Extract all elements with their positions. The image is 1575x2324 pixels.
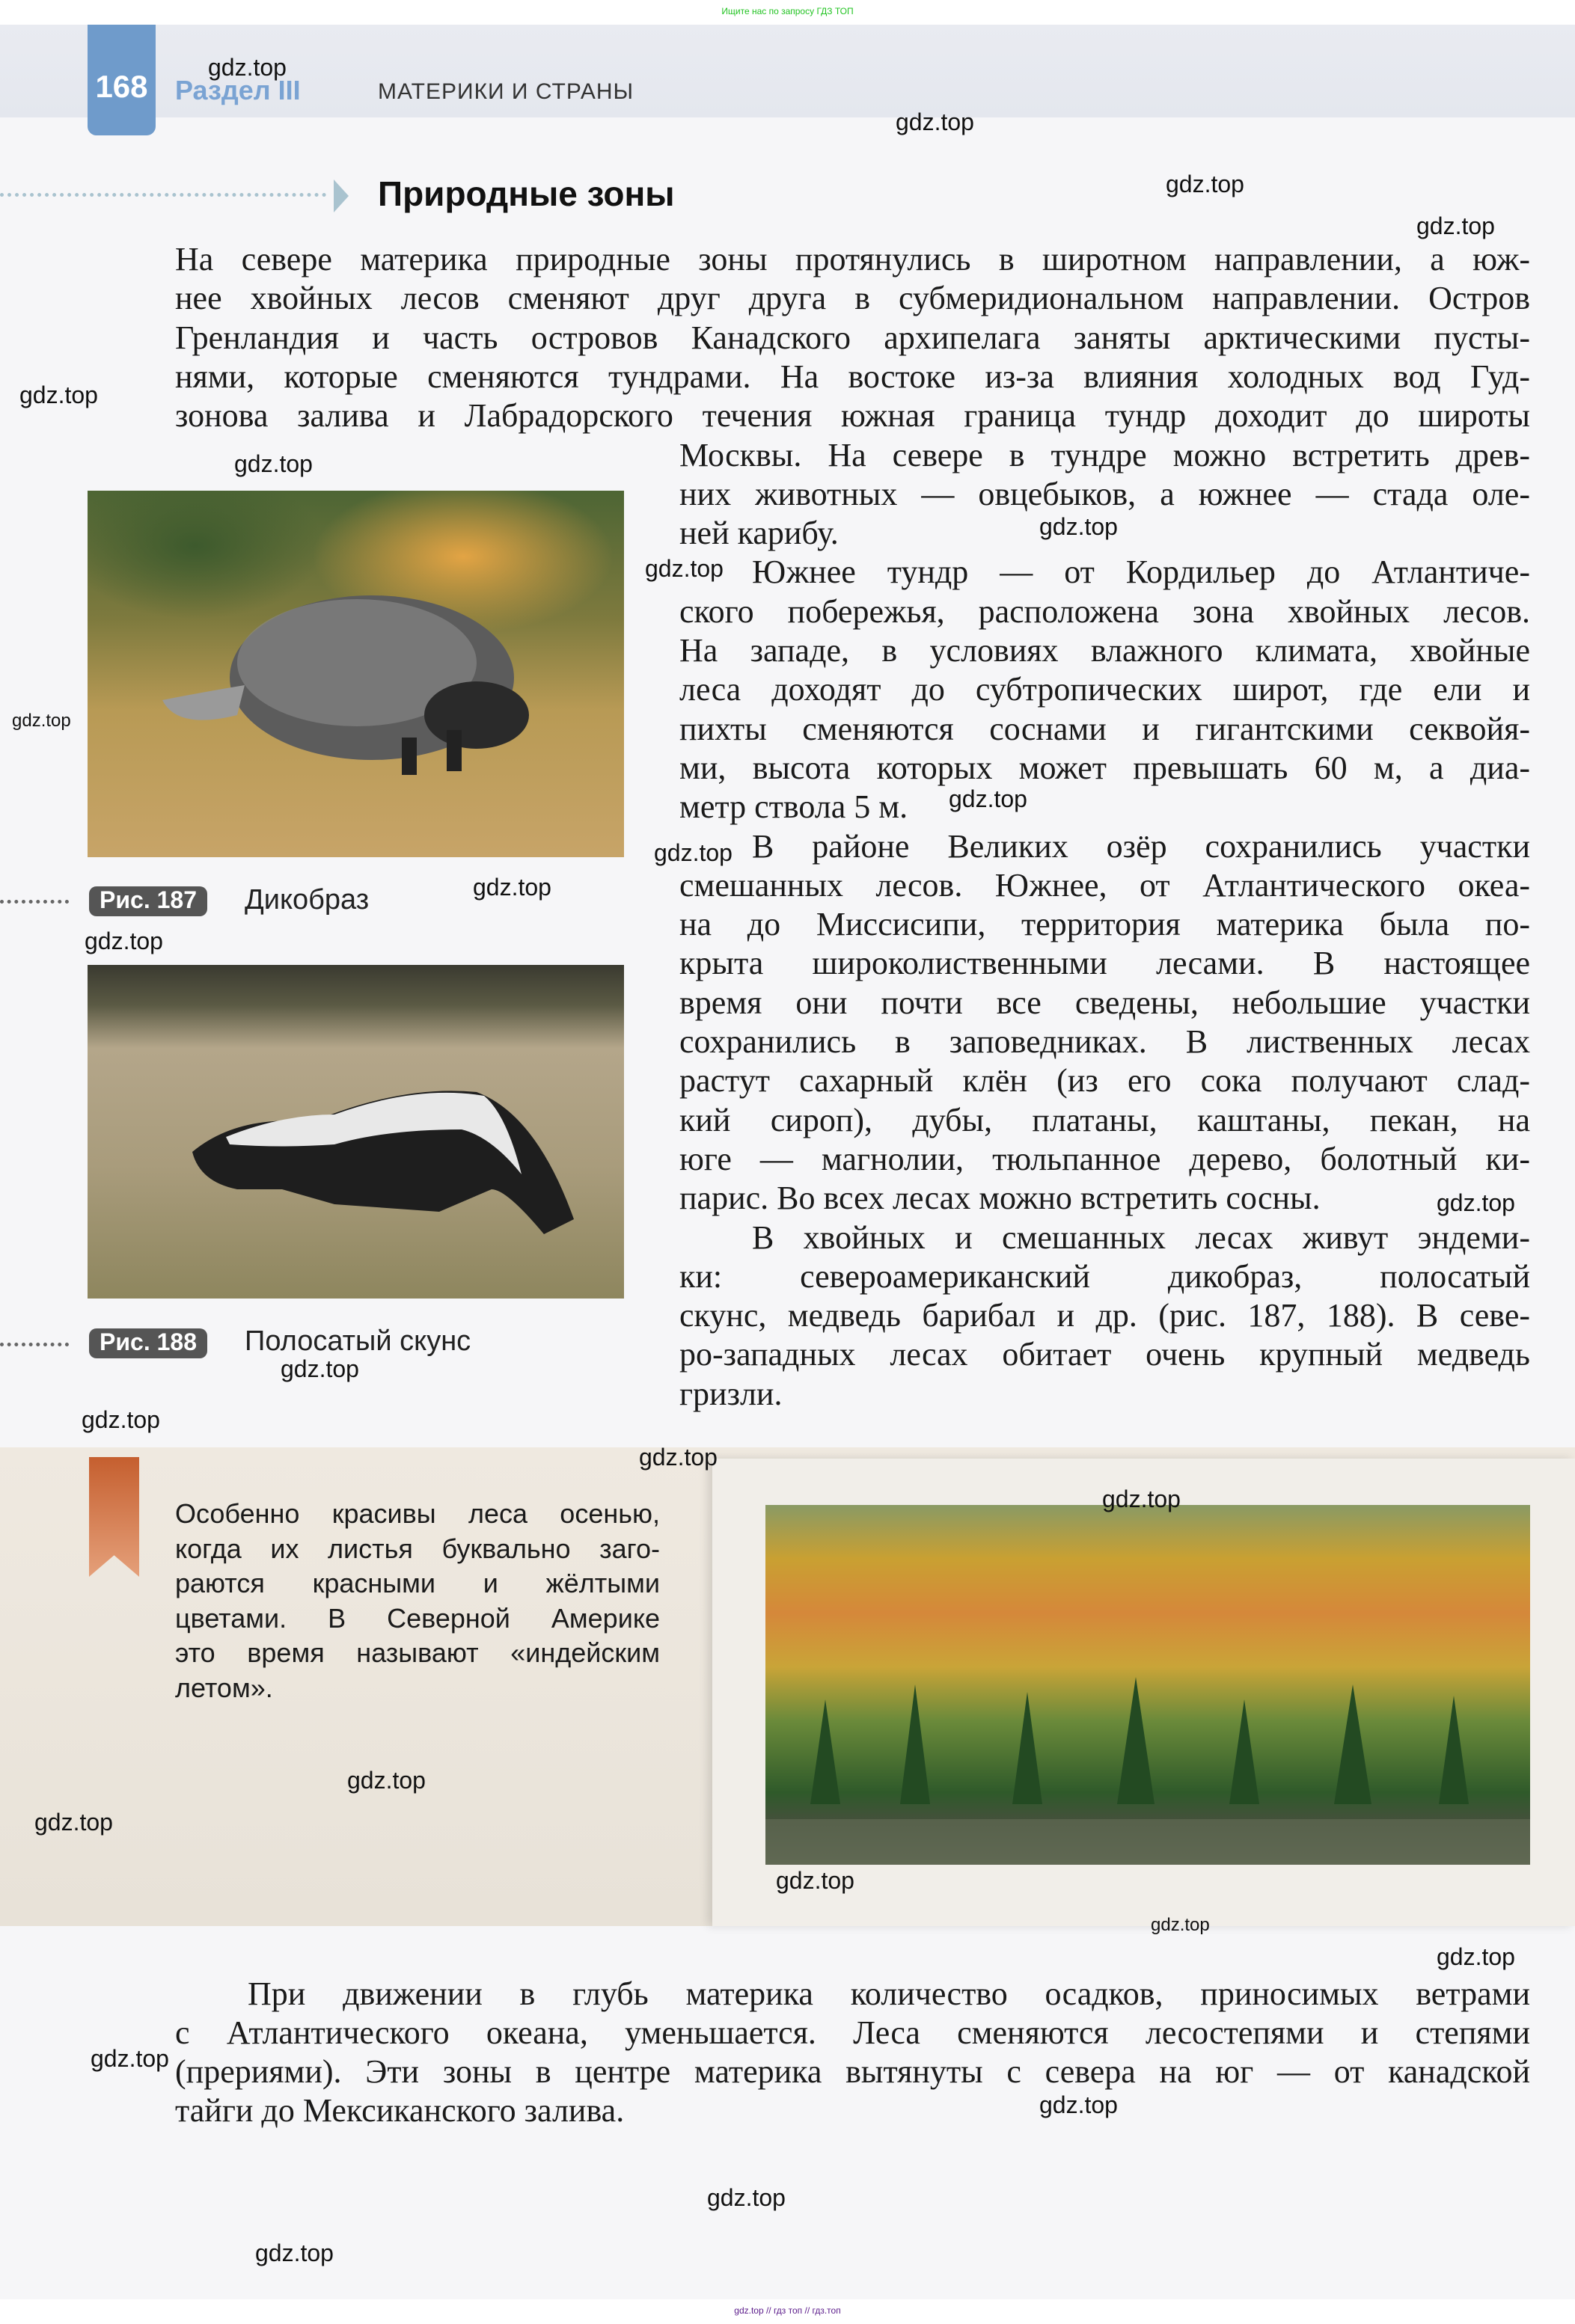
caption-dots xyxy=(0,1343,69,1346)
text-line: них животных — овцебыков, а южнее — стада оле- xyxy=(679,475,1530,512)
watermark: gdz.top xyxy=(639,1444,718,1471)
text-line: кий сироп), дубы, платаны, каштаны, пекан, на xyxy=(679,1101,1530,1138)
text-line: Гренландия и часть островов Канадского архипелага заняты арктическими пусты- xyxy=(175,319,1530,356)
watermark: gdz.top xyxy=(91,2045,169,2072)
text-line: сохранились в заповедниках. В лиственных лесах xyxy=(679,1023,1530,1060)
text-line: ро-западных лесах обитает очень крупный медведь xyxy=(679,1336,1530,1373)
watermark: gdz.top xyxy=(255,2239,334,2266)
porcupine-illustration xyxy=(88,491,624,857)
text-line: гризли. xyxy=(679,1375,783,1412)
watermark: gdz.top xyxy=(1166,171,1244,197)
sidebar-line: когда их листья буквально заго- xyxy=(175,1533,660,1564)
text-line: (прериями). Эти зоны в центре материка вытянуты с севера на юг — от канадской xyxy=(175,2053,1530,2090)
top-banner-text: Ищите нас по запросу ГДЗ ТОП xyxy=(721,6,854,16)
text-line: ми, высота которых может превышать 60 м, а диа- xyxy=(679,749,1530,786)
text-line: Москвы. На севере в тундре можно встретить древ- xyxy=(679,436,1530,473)
watermark: gdz.top xyxy=(19,381,98,408)
autumn-forest-photo xyxy=(765,1505,1530,1865)
watermark: gdz.top xyxy=(85,928,163,954)
chapter-title: МАТЕРИКИ И СТРАНЫ xyxy=(378,79,634,104)
watermark: gdz.top xyxy=(12,711,71,731)
text-line: На западе, в условиях влажного климата, хвойные xyxy=(679,632,1530,669)
text-line: леса доходят до субтропических широт, где ели и xyxy=(679,671,1530,708)
text-line: метр ствола 5 м. xyxy=(679,788,908,826)
text-line: ней карибу. xyxy=(679,515,839,552)
text-line: время они почти все сведены, небольшие участки xyxy=(679,984,1530,1021)
watermark: gdz.top xyxy=(1437,1943,1515,1970)
sidebar-line: цветами. В Северной Америке xyxy=(175,1602,660,1634)
text-line: нее хвойных лесов сменяют друг друга в субмеридиональном направлении. Остров xyxy=(175,280,1530,317)
porcupine-photo xyxy=(88,491,624,857)
text-line: на до Миссисипи, территория материка была по- xyxy=(679,906,1530,943)
watermark: gdz.top xyxy=(1039,2091,1118,2118)
figure-187-badge: Рис. 187 xyxy=(89,886,207,916)
sidebar-line: летом». xyxy=(175,1672,273,1703)
text-line: тайги до Мексиканского залива. xyxy=(175,2092,625,2129)
text-line: В хвойных и смешанных лесах живут эндеми- xyxy=(752,1218,1530,1256)
text-line: ского побережья, расположена зона хвойных лесов. xyxy=(679,592,1530,630)
skunk-illustration xyxy=(88,965,624,1299)
text-line: скунс, медведь барибал и др. (рис. 187, 188). В севе- xyxy=(679,1297,1530,1334)
bottom-banner-text: gdz.top // гдз топ // гдз.топ xyxy=(734,2305,841,2316)
title-arrow-icon xyxy=(334,180,349,212)
watermark: gdz.top xyxy=(949,785,1027,812)
watermark: gdz.top xyxy=(654,839,733,866)
sidebar-line: это время называют «индейским xyxy=(175,1637,660,1668)
watermark: gdz.top xyxy=(707,2184,786,2211)
figure-188-caption: Полосатый скунс xyxy=(245,1325,471,1357)
watermark: gdz.top xyxy=(1437,1189,1515,1216)
text-line: нями, которые сменяются тундрами. На востоке из-за влияния холодных вод Гуд- xyxy=(175,358,1530,395)
text-line: При движении в глубь материка количество осадков, приносимых ветрами xyxy=(248,1975,1530,2012)
sidebar-line: Особенно красивы леса осенью, xyxy=(175,1498,660,1529)
text-line: парис. Во всех лесах можно встретить сосны. xyxy=(679,1180,1321,1217)
page-number: 168 xyxy=(95,69,148,104)
text-line: с Атлантического океана, уменьшается. Леса сменяются лесостепями и степями xyxy=(175,2014,1530,2051)
text-line: юге — магнолии, тюльпанное дерево, болотный ки- xyxy=(679,1140,1530,1177)
text-line: зонова залива и Лабрадорского течения южная граница тундр доходит до широты xyxy=(175,397,1530,435)
figure-188-badge: Рис. 188 xyxy=(89,1328,207,1358)
sidebar-line: раются красными и жёлтыми xyxy=(175,1568,660,1598)
watermark: gdz.top xyxy=(1039,513,1118,540)
text-line: В районе Великих озёр сохранились участки xyxy=(752,827,1530,865)
watermark: gdz.top xyxy=(776,1867,854,1894)
watermark: gdz.top xyxy=(473,874,551,901)
watermark: gdz.top xyxy=(234,450,313,477)
bottom-banner xyxy=(0,2299,1575,2324)
top-banner xyxy=(0,0,1575,25)
text-line: растут сахарный клён (из его сока получают слад- xyxy=(679,1062,1530,1100)
watermark: gdz.top xyxy=(1151,1915,1210,1935)
title-dotted-line xyxy=(0,193,326,197)
page-title: Природные зоны xyxy=(378,174,675,213)
forest-illustration xyxy=(765,1505,1530,1865)
watermark: gdz.top xyxy=(208,54,287,81)
text-line: Южнее тундр — от Кордильер до Атлантиче- xyxy=(752,554,1530,591)
text-line: На севере материка природные зоны протянулись в широтном направлении, а юж- xyxy=(175,241,1530,278)
text-line: ки: североамериканский дикобраз, полосатый xyxy=(679,1257,1530,1295)
watermark: gdz.top xyxy=(645,555,724,582)
text-line: смешанных лесов. Южнее, от Атлантического океа- xyxy=(679,866,1530,904)
watermark: gdz.top xyxy=(34,1809,113,1836)
watermark: gdz.top xyxy=(281,1355,359,1382)
caption-dots xyxy=(0,900,69,904)
figure-187-caption: Дикобраз xyxy=(245,884,370,916)
skunk-photo xyxy=(88,965,624,1299)
watermark: gdz.top xyxy=(1102,1486,1181,1512)
watermark: gdz.top xyxy=(82,1406,160,1433)
watermark: gdz.top xyxy=(896,108,974,135)
text-line: крыта широколиственными лесами. В настоящее xyxy=(679,945,1530,982)
watermark: gdz.top xyxy=(1416,212,1495,239)
text-line: пихты сменяются соснами и гигантскими секвойя- xyxy=(679,710,1530,747)
section-label: Раздел III xyxy=(175,75,301,105)
watermark: gdz.top xyxy=(347,1767,426,1794)
